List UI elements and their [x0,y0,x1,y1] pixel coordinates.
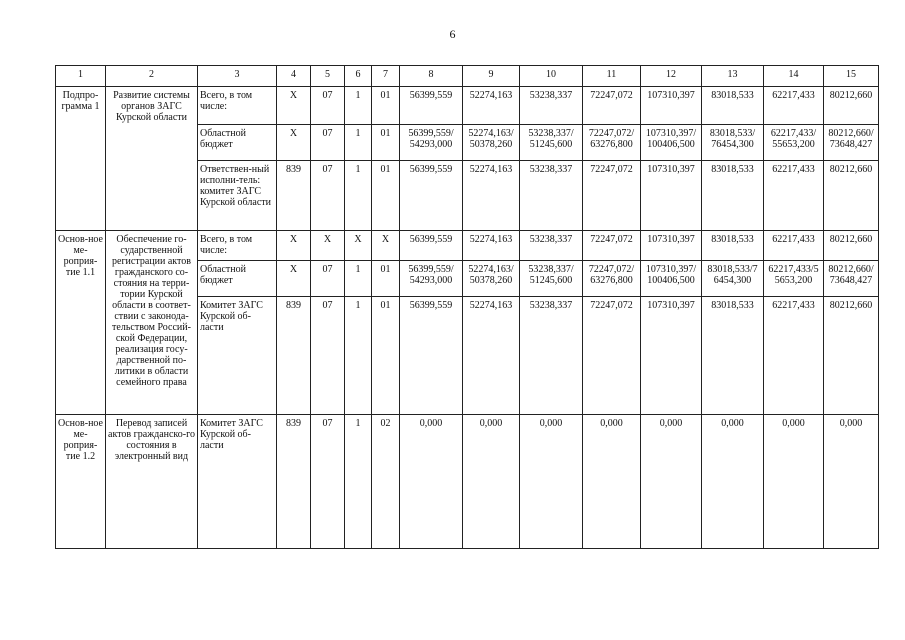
amount-cell: 0,000 [400,415,463,549]
code-cell: 07 [311,161,345,231]
amount-cell: 56399,559 [400,231,463,261]
amount-cell: 80212,660 [824,231,879,261]
code-cell: 01 [372,261,400,297]
amount-cell: 72247,072 [583,161,641,231]
funding-source-cell: Областной бюджет [198,125,277,161]
code-cell: Х [372,231,400,261]
header-cell: 10 [520,66,583,87]
header-cell: 9 [463,66,520,87]
code-cell: 01 [372,161,400,231]
code-cell: 839 [277,415,311,549]
amount-cell: 72247,072 [583,87,641,125]
code-cell: 839 [277,161,311,231]
amount-cell: 83018,533 [702,297,764,415]
amount-cell: 56399,559/ 54293,000 [400,125,463,161]
budget-table [55,65,879,549]
funding-source-cell: Областной бюджет [198,261,277,297]
program-name-cell: Основ-ное ме-роприя-тие 1.2 [56,415,106,549]
header-cell: 11 [583,66,641,87]
amount-cell: 0,000 [463,415,520,549]
header-cell: 13 [702,66,764,87]
code-cell: 1 [345,297,372,415]
amount-cell: 83018,533 [702,87,764,125]
amount-cell: 53238,337/ 51245,600 [520,261,583,297]
table-row [56,231,879,261]
code-cell: 07 [311,261,345,297]
code-cell: 1 [345,415,372,549]
amount-cell: 62217,433/ 55653,200 [764,125,824,161]
funding-source-cell: Комитет ЗАГС Курской об-ласти [198,415,277,549]
program-title-cell: Развитие системы органов ЗАГС Курской области [106,87,198,231]
amount-cell: 52274,163 [463,87,520,125]
header-cell: 12 [641,66,702,87]
amount-cell: 56399,559 [400,161,463,231]
header-cell: 1 [56,66,106,87]
amount-cell: 62217,433/5 5653,200 [764,261,824,297]
program-name-cell: Подпро-грамма 1 [56,87,106,231]
amount-cell: 56399,559 [400,297,463,415]
amount-cell: 56399,559/ 54293,000 [400,261,463,297]
amount-cell: 72247,072/ 63276,800 [583,125,641,161]
header-cell: 3 [198,66,277,87]
code-cell: 1 [345,161,372,231]
amount-cell: 62217,433 [764,87,824,125]
amount-cell: 72247,072/ 63276,800 [583,261,641,297]
header-cell: 7 [372,66,400,87]
amount-cell: 53238,337/ 51245,600 [520,125,583,161]
amount-cell: 107310,397 [641,297,702,415]
amount-cell: 107310,397/ 100406,500 [641,125,702,161]
code-cell: 01 [372,125,400,161]
amount-cell: 52274,163 [463,161,520,231]
program-title-cell: Обеспечение го-сударственной регистрации актов гражданского со-стояния на терри-тории Курской области в соответ-ствии с законода-тельством Россий-ской Федерации, реализация госу-дарственной по-литики в области семейного права [106,231,198,415]
table-row [56,87,879,125]
amount-cell: 62217,433 [764,231,824,261]
code-cell: 839 [277,297,311,415]
code-cell: 1 [345,87,372,125]
amount-cell: 0,000 [641,415,702,549]
code-cell: Х [277,261,311,297]
amount-cell: 80212,660 [824,87,879,125]
amount-cell: 0,000 [583,415,641,549]
amount-cell: 0,000 [764,415,824,549]
header-cell: 2 [106,66,198,87]
amount-cell: 83018,533/7 6454,300 [702,261,764,297]
amount-cell: 53238,337 [520,87,583,125]
amount-cell: 107310,397/ 100406,500 [641,261,702,297]
amount-cell: 83018,533 [702,161,764,231]
program-title-cell: Перевод записей актов гражданско-го состояния в электронный вид [106,415,198,549]
amount-cell: 80212,660/ 73648,427 [824,125,879,161]
amount-cell: 83018,533/ 76454,300 [702,125,764,161]
amount-cell: 52274,163/ 50378,260 [463,261,520,297]
code-cell: 07 [311,125,345,161]
amount-cell: 80212,660 [824,161,879,231]
code-cell: 02 [372,415,400,549]
amount-cell: 72247,072 [583,297,641,415]
amount-cell: 62217,433 [764,297,824,415]
header-row [56,66,879,87]
amount-cell: 107310,397 [641,87,702,125]
amount-cell: 52274,163/ 50378,260 [463,125,520,161]
funding-source-cell: Комитет ЗАГС Курской об-ласти [198,297,277,415]
code-cell: Х [277,125,311,161]
code-cell: 1 [345,261,372,297]
amount-cell: 72247,072 [583,231,641,261]
code-cell: 07 [311,415,345,549]
page-number: 6 [449,27,456,41]
amount-cell: 80212,660 [824,297,879,415]
funding-source-cell: Ответствен-ный исполни-тель: комитет ЗАГС Курской области [198,161,277,231]
header-cell: 5 [311,66,345,87]
amount-cell: 56399,559 [400,87,463,125]
amount-cell: 52274,163 [463,297,520,415]
header-cell: 14 [764,66,824,87]
amount-cell: 0,000 [702,415,764,549]
amount-cell: 80212,660/ 73648,427 [824,261,879,297]
code-cell: Х [345,231,372,261]
header-cell: 4 [277,66,311,87]
amount-cell: 0,000 [520,415,583,549]
amount-cell: 53238,337 [520,297,583,415]
code-cell: Х [277,87,311,125]
code-cell: Х [311,231,345,261]
amount-cell: 0,000 [824,415,879,549]
code-cell: 07 [311,297,345,415]
funding-source-cell: Всего, в том числе: [198,87,277,125]
amount-cell: 53238,337 [520,161,583,231]
header-cell: 6 [345,66,372,87]
funding-source-cell: Всего, в том числе: [198,231,277,261]
header-cell: 8 [400,66,463,87]
code-cell: Х [277,231,311,261]
amount-cell: 53238,337 [520,231,583,261]
table-row [56,415,879,549]
header-cell: 15 [824,66,879,87]
amount-cell: 83018,533 [702,231,764,261]
amount-cell: 52274,163 [463,231,520,261]
code-cell: 1 [345,125,372,161]
program-name-cell: Основ-ное ме-роприя-тие 1.1 [56,231,106,415]
code-cell: 01 [372,87,400,125]
amount-cell: 107310,397 [641,161,702,231]
code-cell: 01 [372,297,400,415]
amount-cell: 62217,433 [764,161,824,231]
amount-cell: 107310,397 [641,231,702,261]
code-cell: 07 [311,87,345,125]
